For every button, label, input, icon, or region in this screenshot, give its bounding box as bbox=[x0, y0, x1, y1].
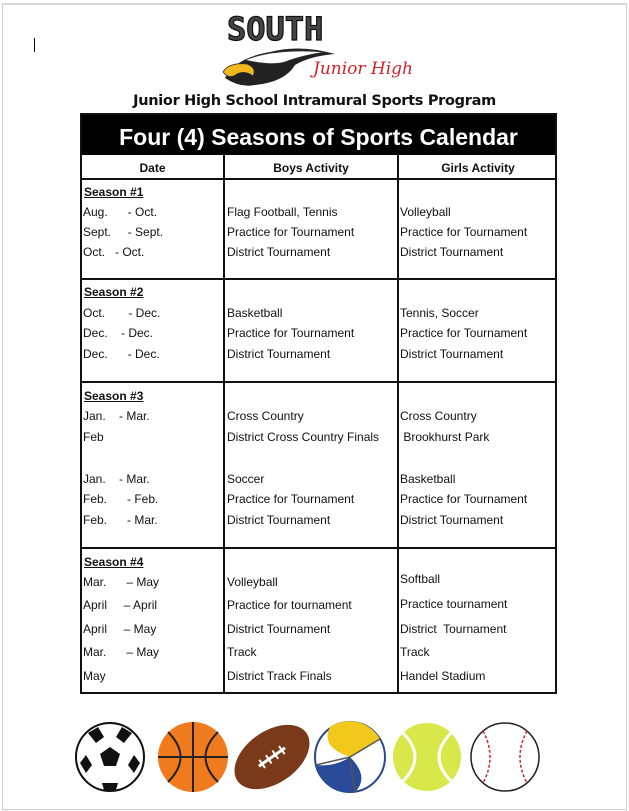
sports-balls-row bbox=[0, 720, 629, 800]
date-range: Feb. - Feb. bbox=[83, 492, 159, 506]
date-range: April – April bbox=[83, 598, 158, 612]
girls-activity: District Tournament bbox=[400, 622, 507, 636]
date-range: April – May bbox=[83, 622, 157, 636]
girls-activity: Practice for Tournament bbox=[400, 225, 528, 239]
boys-activity: District Tournament bbox=[227, 622, 331, 636]
girls-activity: Track bbox=[400, 645, 430, 659]
season-title: Season #2 bbox=[84, 285, 144, 299]
boys-activity: District Tournament bbox=[227, 347, 331, 361]
row-divider bbox=[82, 178, 555, 180]
date-range: Jan. - Mar. bbox=[83, 409, 150, 423]
school-logo bbox=[215, 10, 415, 95]
table-title: Four (4) Seasons of Sports Calendar bbox=[82, 115, 555, 155]
header-date: Date bbox=[139, 161, 166, 175]
girls-activity: Handel Stadium bbox=[400, 669, 486, 683]
girls-activity: Volleyball bbox=[400, 205, 451, 219]
date-range: Feb bbox=[83, 430, 104, 444]
girls-activity: Practice tournament bbox=[400, 597, 508, 611]
logo-text-junior-high: Junior High bbox=[313, 59, 414, 79]
boys-activity: Practice for tournament bbox=[227, 598, 352, 612]
season-title: Season #3 bbox=[84, 389, 144, 403]
girls-activity: District Tournament bbox=[400, 347, 504, 361]
season-title: Season #1 bbox=[84, 185, 144, 199]
date-range: Dec. - Dec. bbox=[83, 347, 160, 361]
boys-activity: Volleyball bbox=[227, 575, 278, 589]
date-range: Mar. – May bbox=[83, 575, 160, 589]
row-divider bbox=[82, 381, 555, 383]
girls-activity: Practice for Tournament bbox=[400, 326, 528, 340]
boys-activity: District Cross Country Finals bbox=[227, 430, 380, 444]
date-range: Jan. - Mar. bbox=[83, 472, 150, 486]
date-range: Oct. - Oct. bbox=[83, 245, 145, 259]
document-subtitle: Junior High School Intramural Sports Program bbox=[133, 93, 496, 109]
date-range: Sept. - Sept. bbox=[83, 225, 164, 239]
boys-activity: Track bbox=[227, 645, 257, 659]
row-divider bbox=[82, 547, 555, 549]
boys-activity: Soccer bbox=[227, 472, 265, 486]
text-cursor bbox=[34, 38, 35, 52]
basketball-icon bbox=[158, 722, 228, 792]
date-range: Dec. - Dec. bbox=[83, 326, 154, 340]
football-icon bbox=[223, 720, 322, 800]
girls-activity: Tennis, Soccer bbox=[400, 306, 479, 320]
header-boys-activity: Boys Activity bbox=[273, 161, 349, 175]
column-divider bbox=[397, 155, 399, 692]
boys-activity: Flag Football, Tennis bbox=[227, 205, 338, 219]
boys-activity: District Tournament bbox=[227, 513, 331, 527]
row-divider bbox=[82, 278, 555, 280]
girls-activity: Basketball bbox=[400, 472, 456, 486]
date-range: Mar. – May bbox=[83, 645, 160, 659]
boys-activity: Practice for Tournament bbox=[227, 225, 355, 239]
date-range: Oct. - Dec. bbox=[83, 306, 161, 320]
girls-activity: Practice for Tournament bbox=[400, 492, 528, 506]
tennis-ball-icon bbox=[393, 723, 461, 791]
girls-activity: Cross Country bbox=[400, 409, 477, 423]
header-girls-activity: Girls Activity bbox=[441, 161, 515, 175]
boys-activity: Cross Country bbox=[227, 409, 304, 423]
logo-text-south: SOUTH bbox=[227, 10, 324, 48]
boys-activity: District Tournament bbox=[227, 245, 331, 259]
sports-calendar-table bbox=[80, 113, 557, 694]
season-title: Season #4 bbox=[84, 555, 144, 569]
volleyball-icon bbox=[315, 721, 385, 792]
girls-activity: Brookhurst Park bbox=[400, 430, 490, 444]
date-range: Aug. - Oct. bbox=[83, 205, 158, 219]
soccer-ball-icon bbox=[76, 723, 144, 791]
date-range: Feb. - Mar. bbox=[83, 513, 158, 527]
baseball-icon bbox=[471, 723, 539, 791]
column-divider bbox=[223, 155, 225, 692]
date-range: May bbox=[83, 669, 106, 683]
boys-activity: Practice for Tournament bbox=[227, 326, 355, 340]
boys-activity: Practice for Tournament bbox=[227, 492, 355, 506]
girls-activity: District Tournament bbox=[400, 513, 504, 527]
boys-activity: District Track Finals bbox=[227, 669, 332, 683]
girls-activity: Softball bbox=[400, 572, 441, 586]
boys-activity: Basketball bbox=[227, 306, 283, 320]
girls-activity: District Tournament bbox=[400, 245, 504, 259]
